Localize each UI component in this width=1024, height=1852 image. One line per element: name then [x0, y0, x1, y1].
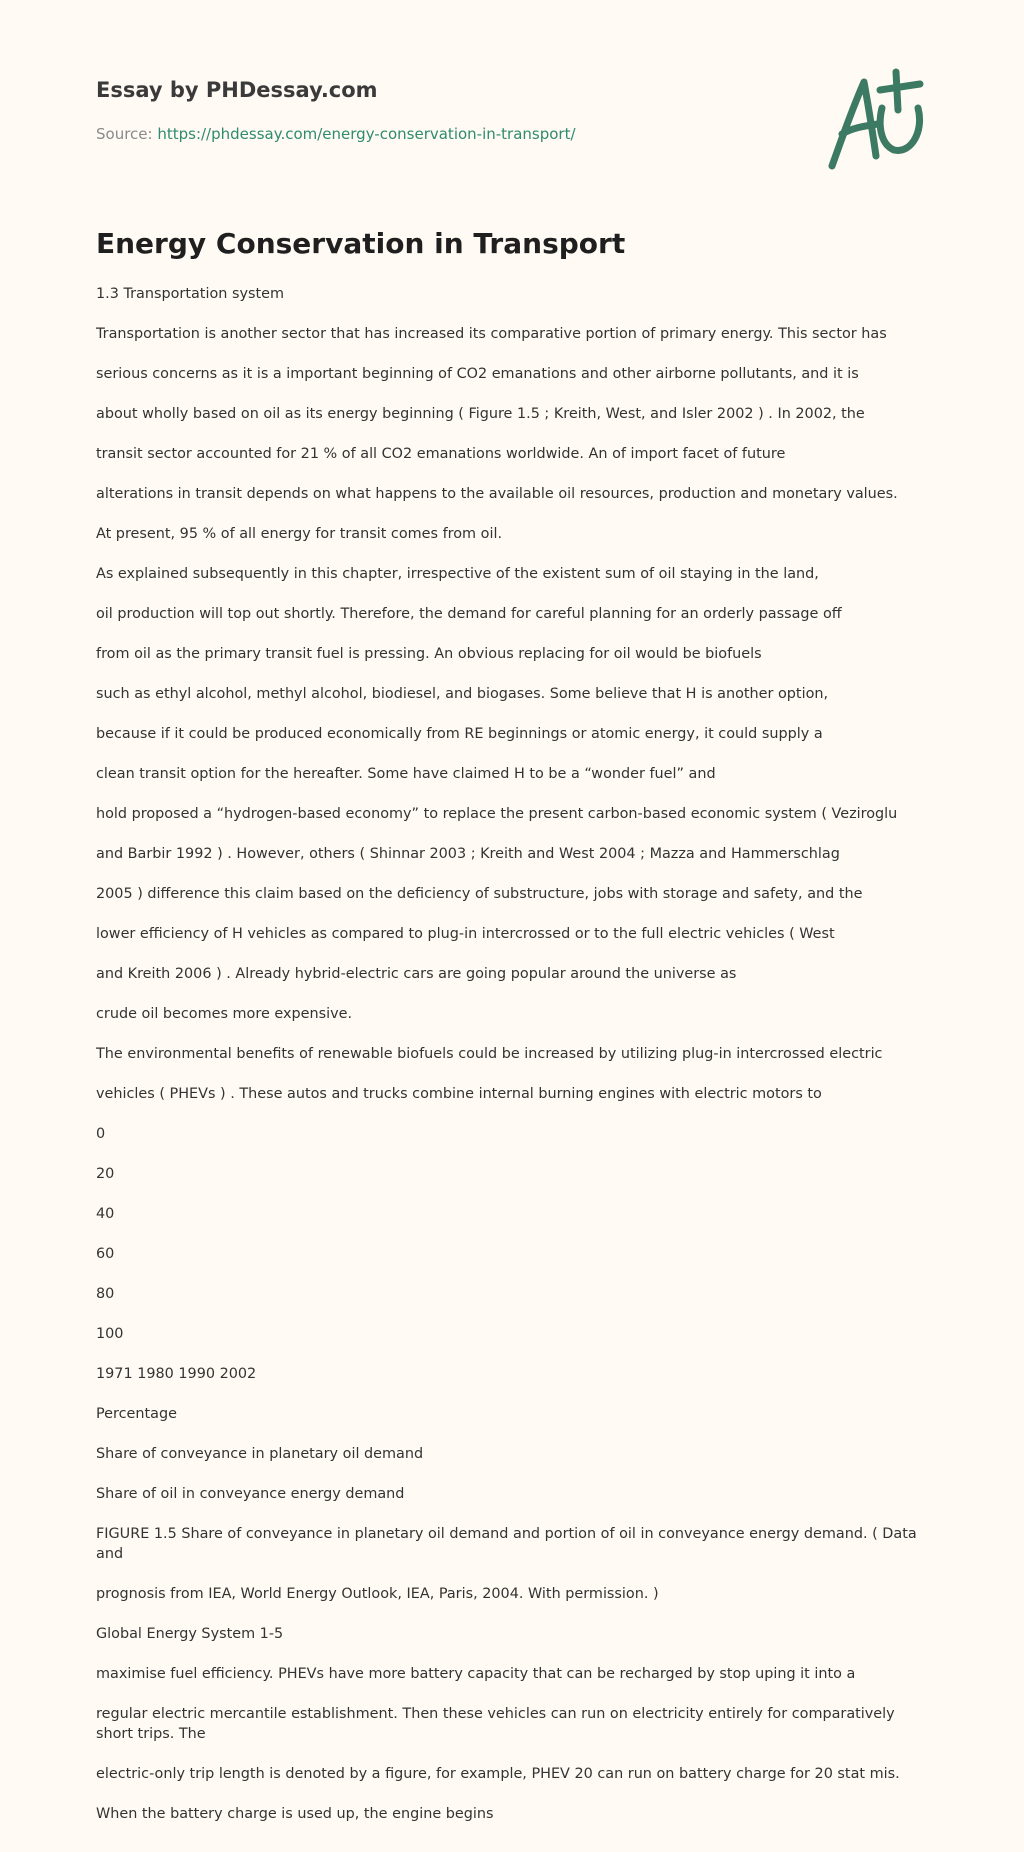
- paragraph: 1.3 Transportation system: [96, 286, 284, 302]
- paragraph: maximise fuel efficiency. PHEVs have more battery capacity that can be recharged by stop uping it into a: [96, 1666, 856, 1682]
- source-link[interactable]: https://phdessay.com/energy-conservation-in-transport/: [157, 125, 576, 143]
- paragraph: Share of oil in conveyance energy demand: [96, 1486, 405, 1502]
- paragraph: electric-only trip length is denoted by a figure, for example, PHEV 20 can run on battery charge for 20 stat mis.: [96, 1766, 900, 1782]
- paragraph: about wholly based on oil as its energy beginning ( Figure 1.5 ; Kreith, West, and Isler 2002 ) . In 2002, the: [96, 406, 865, 422]
- paragraph: hold proposed a “hydrogen-based economy” to replace the present carbon-based economic system ( Veziroglu: [96, 806, 898, 822]
- paragraph: The environmental benefits of renewable biofuels could be increased by utilizing plug-in intercrossed electric: [96, 1046, 883, 1062]
- article: [96, 222, 926, 1844]
- paragraph: vehicles ( PHEVs ) . These autos and trucks combine internal burning engines with electric motors to: [96, 1086, 822, 1102]
- paragraph: regular electric mercantile establishment. Then these vehicles can run on electricity entirely for comparatively short trips. The: [96, 1706, 895, 1742]
- paragraph: lower efficiency of H vehicles as compared to plug-in intercrossed or to the full electric vehicles ( West: [96, 926, 835, 942]
- paragraph: FIGURE 1.5 Share of conveyance in planetary oil demand and portion of oil in conveyance energy demand. ( Data and: [96, 1526, 917, 1562]
- paragraph: prognosis from IEA, World Energy Outlook, IEA, Paris, 2004. With permission. ): [96, 1586, 659, 1602]
- paragraph: alterations in transit depends on what happens to the available oil resources, production and monetary values.: [96, 486, 898, 502]
- paragraph: 60: [96, 1246, 115, 1262]
- paragraph: and Barbir 1992 ) . However, others ( Shinnar 2003 ; Kreith and West 2004 ; Mazza and Hammerschlag: [96, 846, 840, 862]
- source-line: [96, 124, 796, 144]
- paragraph: 100: [96, 1326, 124, 1342]
- essay-header: [96, 76, 796, 144]
- paragraph: Global Energy System 1-5: [96, 1626, 284, 1642]
- paragraph: Percentage: [96, 1406, 177, 1422]
- paragraph: At present, 95 % of all energy for transit comes from oil.: [96, 526, 503, 542]
- site-title: Essay by PHDessay.com: [96, 78, 378, 102]
- paragraph: serious concerns as it is a important beginning of CO2 emanations and other airborne pollutants, and it is: [96, 366, 859, 382]
- paragraph: from oil as the primary transit fuel is pressing. An obvious replacing for oil would be biofuels: [96, 646, 762, 662]
- paragraph: because if it could be produced economically from RE beginnings or atomic energy, it could supply a: [96, 726, 823, 742]
- a-plus-logo-icon: [820, 64, 936, 174]
- paragraph: Transportation is another sector that has increased its comparative portion of primary energy. This sector has: [96, 326, 887, 342]
- paragraph: As explained subsequently in this chapter, irrespective of the existent sum of oil staying in the land,: [96, 566, 819, 582]
- paragraph: 1971 1980 1990 2002: [96, 1366, 257, 1382]
- paragraph: crude oil becomes more expensive.: [96, 1006, 353, 1022]
- article-body: [96, 284, 926, 1824]
- paragraph: 40: [96, 1206, 115, 1222]
- paragraph: oil production will top out shortly. Therefore, the demand for careful planning for an orderly passage off: [96, 606, 842, 622]
- paragraph: clean transit option for the hereafter. Some have claimed H to be a “wonder fuel” and: [96, 766, 716, 782]
- source-label: Source:: [96, 125, 158, 143]
- paragraph: When the battery charge is used up, the engine begins: [96, 1806, 494, 1822]
- paragraph: 20: [96, 1166, 115, 1182]
- paragraph: such as ethyl alcohol, methyl alcohol, biodiesel, and biogases. Some believe that H is another option,: [96, 686, 829, 702]
- paragraph: Share of conveyance in planetary oil demand: [96, 1446, 424, 1462]
- paragraph: and Kreith 2006 ) . Already hybrid-electric cars are going popular around the universe as: [96, 966, 737, 982]
- paragraph: 80: [96, 1286, 115, 1302]
- paragraph: 0: [96, 1126, 106, 1142]
- article-title: Energy Conservation in Transport: [96, 227, 626, 260]
- paragraph: transit sector accounted for 21 % of all CO2 emanations worldwide. An of import facet of future: [96, 446, 786, 462]
- paragraph: 2005 ) difference this claim based on the deficiency of substructure, jobs with storage and safety, and the: [96, 886, 863, 902]
